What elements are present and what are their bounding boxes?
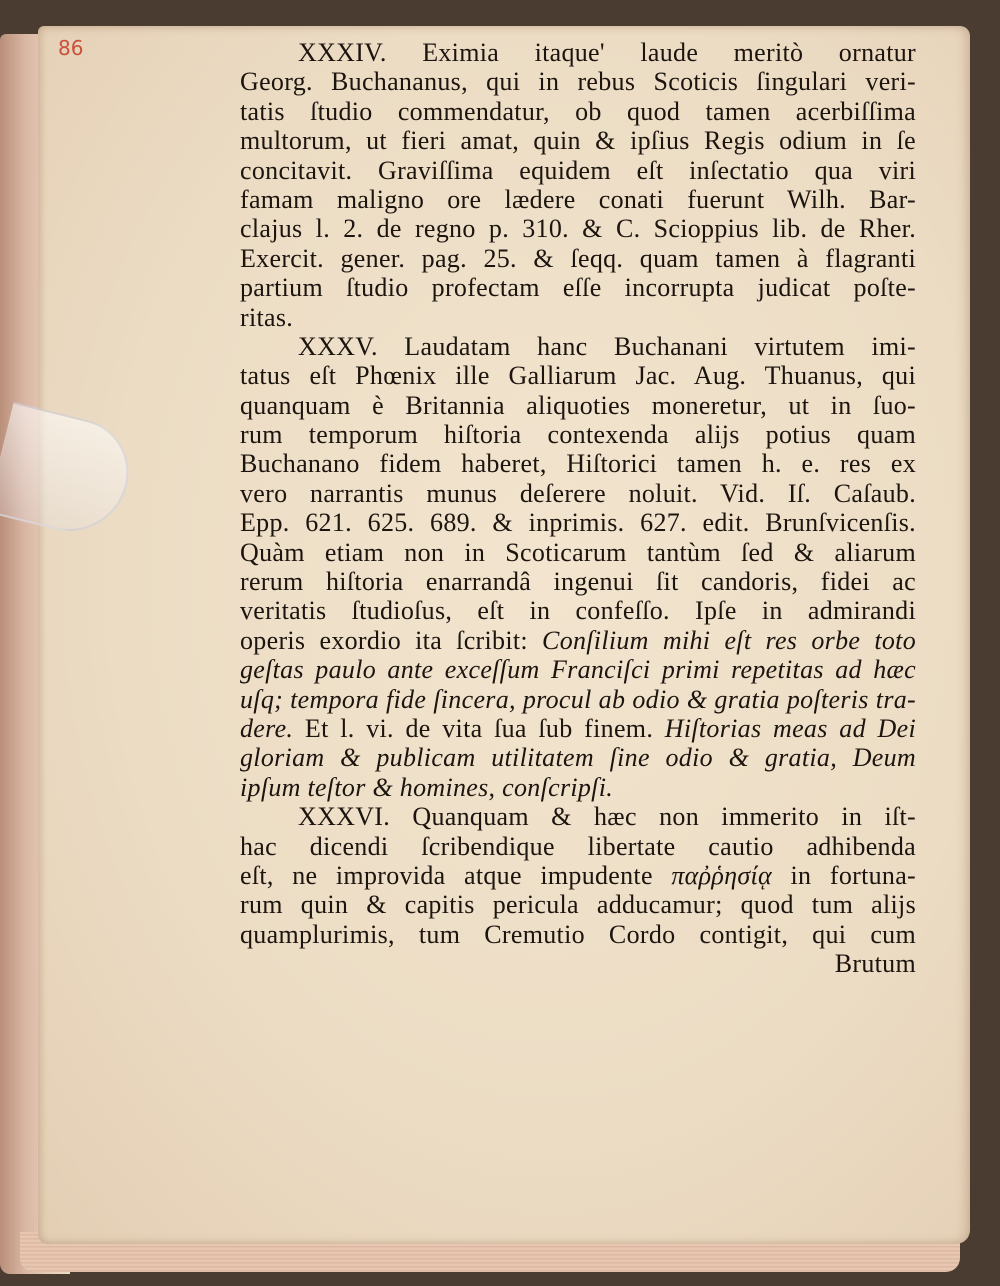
- text-run: rum temporum hiſtoria contexenda alijs potius quam: [240, 420, 916, 450]
- text-line: [240, 920, 916, 949]
- text-run: multorum, ut fieri amat, quin & ipſius Regis odium in ſe: [240, 126, 916, 156]
- text-run: quanquam è Britannia aliquoties moneretur, ut in ſuo-: [240, 390, 916, 420]
- text-line: [240, 38, 916, 67]
- text-run: operis exordio ita ſcribit:: [240, 625, 543, 655]
- italic-text-run: παῤῥησίᾳ: [671, 860, 772, 890]
- text-run: Georg. Buchananus, qui in rebus Scoticis ſingulari veri-: [240, 67, 916, 97]
- text-run: eſt, ne improvida atque impudente: [240, 860, 672, 890]
- text-line: [240, 538, 916, 567]
- page-text: [240, 38, 916, 979]
- text-run: Buchanano fidem haberet, Hiſtorici tamen h. e. res ex: [240, 449, 916, 479]
- text-run: rerum hiſtoria enarrandâ ingenui ſit candoris, fidei ac: [240, 567, 916, 597]
- text-line: [240, 420, 916, 449]
- italic-text-run: ipſum teſtor & homines, conſcripſi.: [240, 772, 614, 802]
- text-line: [240, 332, 916, 361]
- text-line: [240, 626, 916, 655]
- text-run: ritas.: [240, 302, 294, 332]
- text-line: [240, 861, 916, 890]
- text-line: [240, 714, 916, 743]
- text-line: [240, 185, 916, 214]
- text-line: [240, 244, 916, 273]
- text-run: XXXVI. Quanquam & hæc non immerito in iſt-: [298, 802, 916, 832]
- text-line: [240, 303, 916, 332]
- text-line: [240, 890, 916, 919]
- text-line: [240, 361, 916, 390]
- italic-text-run: dere.: [240, 713, 294, 743]
- text-run: clajus l. 2. de regno p. 310. & C. Scioppius lib. de Rher.: [240, 214, 916, 244]
- italic-text-run: geſtas paulo ante exceſſum Franciſci primi repetitas ad hæc: [240, 655, 916, 685]
- text-line: [240, 685, 916, 714]
- text-line: [240, 273, 916, 302]
- text-run: quamplurimis, tum Cremutio Cordo contigit, qui cum: [240, 919, 916, 949]
- italic-text-run: Hiſtorias meas ad Dei: [664, 713, 916, 743]
- text-line: [240, 508, 916, 537]
- text-run: XXXV. Laudatam hanc Buchanani virtutem imi-: [298, 331, 916, 361]
- text-run: hac dicendi ſcribendique libertate cautio adhibenda: [240, 831, 916, 861]
- text-line: [240, 156, 916, 185]
- text-line: [240, 596, 916, 625]
- text-line: [240, 67, 916, 96]
- text-run: Quàm etiam non in Scoticarum tantùm ſed & aliarum: [240, 537, 916, 567]
- text-run: veritatis ſtudioſus, eſt in confeſſo. Ipſe in admirandi: [240, 596, 916, 626]
- text-run: concitavit. Graviſſima equidem eſt inſectatio qua viri: [240, 155, 916, 185]
- text-run: vero narrantis munus deſerere noluit. Vid. Iſ. Caſaub.: [240, 478, 916, 508]
- text-line: [240, 214, 916, 243]
- text-run: Et l. vi. de vita ſua ſub finem.: [293, 713, 665, 743]
- text-line: [240, 832, 916, 861]
- text-line: [240, 449, 916, 478]
- text-run: Exercit. gener. pag. 25. & ſeqq. quam tamen à flagranti: [240, 243, 916, 273]
- text-line: [240, 802, 916, 831]
- text-line: [240, 655, 916, 684]
- italic-text-run: gloriam & publicam utilitatem ſine odio & gratia, Deum: [240, 743, 916, 773]
- text-line: [240, 479, 916, 508]
- text-run: tatis ſtudio commendatur, ob quod tamen acerbiſſima: [240, 96, 916, 126]
- text-line: [240, 391, 916, 420]
- text-line: [240, 567, 916, 596]
- text-run: partium ſtudio profectam eſſe incorrupta judicat poſte-: [240, 273, 916, 303]
- italic-text-run: uſq; tempora fide ſincera, procul ab odio & gratia poſteris tra-: [240, 684, 916, 714]
- text-run: rum quin & capitis pericula adducamur; quod tum alijs: [240, 890, 916, 920]
- text-line: [240, 743, 916, 772]
- text-run: tatus eſt Phœnix ille Galliarum Jac. Aug. Thuanus, qui: [240, 361, 916, 391]
- text-run: in fortuna-: [771, 860, 917, 890]
- text-run: Epp. 621. 625. 689. & inprimis. 627. edit. Brunſvicenſis.: [240, 508, 916, 538]
- text-run: XXXIV. Eximia itaque' laude meritò ornatur: [298, 38, 916, 67]
- text-run: famam maligno ore lædere conati fuerunt Wilh. Bar-: [240, 184, 916, 214]
- text-line: [240, 126, 916, 155]
- text-line: [240, 773, 916, 802]
- text-line: [240, 97, 916, 126]
- italic-text-run: Conſilium mihi eſt res orbe toto: [542, 625, 916, 655]
- catchword: Brutum: [834, 949, 916, 979]
- page-number: 86: [58, 36, 84, 60]
